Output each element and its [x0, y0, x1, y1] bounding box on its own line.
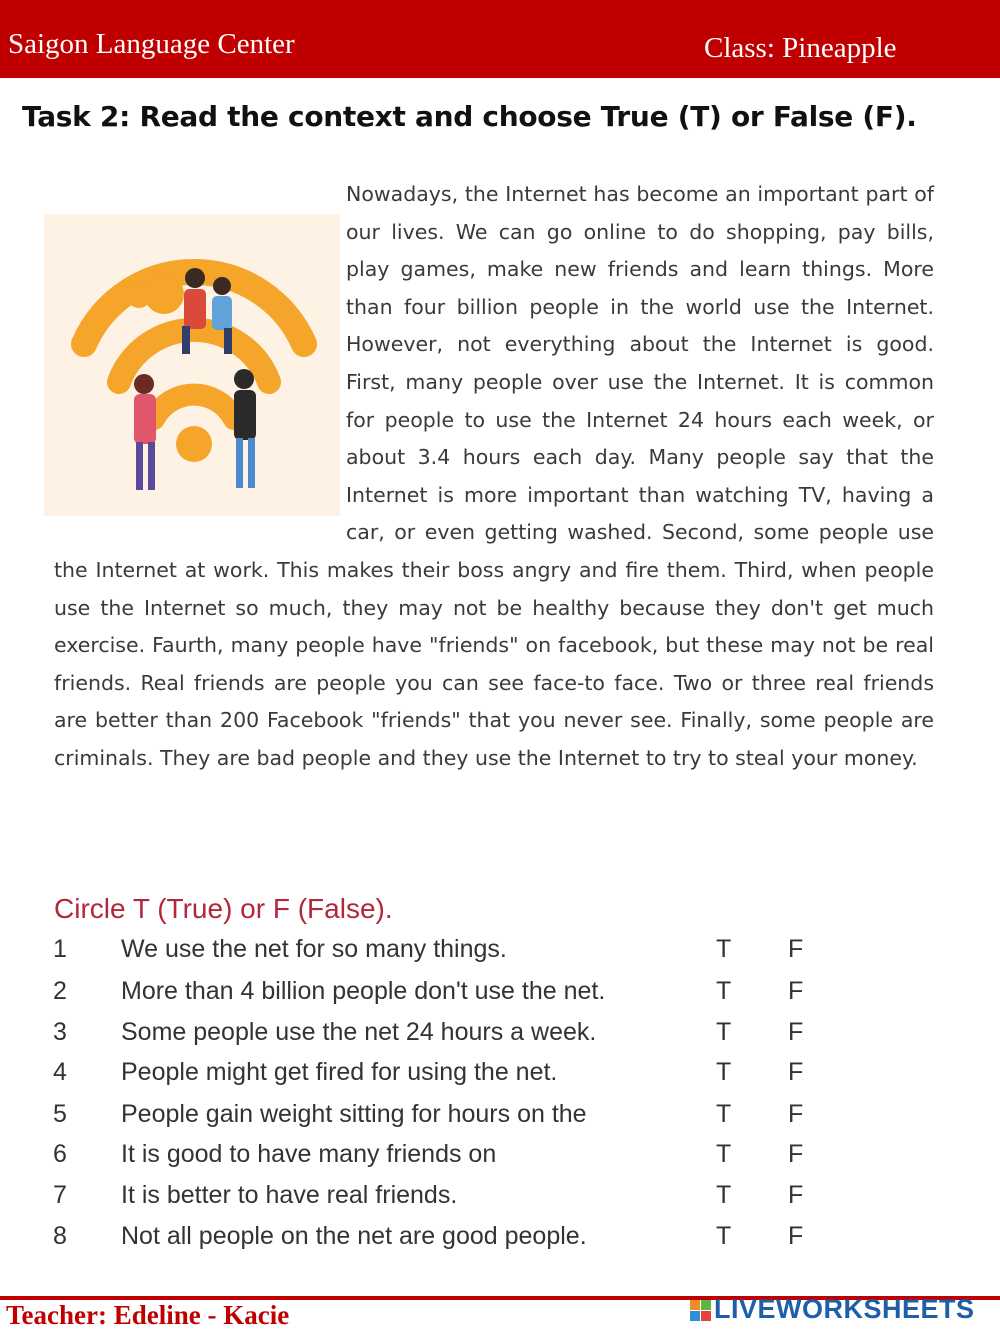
false-option[interactable]: F	[788, 1181, 804, 1209]
false-option[interactable]: F	[788, 1222, 804, 1250]
quiz-item	[0, 935, 1000, 975]
brand-name: LIVEWORKSHEETS	[714, 1294, 975, 1324]
true-option[interactable]: T	[716, 1140, 732, 1168]
false-option[interactable]: F	[788, 977, 804, 1005]
header-bar	[0, 0, 1000, 78]
false-option[interactable]: F	[788, 1100, 804, 1128]
quiz-item-text: It is good to have many friends on	[121, 1140, 497, 1168]
center-name: Saigon Language Center	[8, 28, 295, 60]
quiz-item-number: 7	[53, 1181, 67, 1209]
quiz-item-text: Some people use the net 24 hours a week.	[121, 1018, 597, 1046]
quiz-item	[0, 1058, 1000, 1098]
quiz-item	[0, 1222, 1000, 1262]
true-option[interactable]: T	[716, 935, 732, 963]
quiz-item	[0, 1181, 1000, 1221]
reading-passage	[54, 176, 934, 778]
quiz-item-number: 5	[53, 1100, 67, 1128]
quiz-item-number: 4	[53, 1058, 67, 1086]
wifi-people-illustration-icon	[44, 214, 340, 516]
quiz-item-text: Not all people on the net are good people.	[121, 1222, 587, 1250]
teacher-name: Teacher: Edeline - Kacie	[6, 1300, 290, 1330]
quiz-item-text: People might get fired for using the net.	[121, 1058, 558, 1086]
quiz-title: Circle T (True) or F (False).	[54, 893, 393, 924]
false-option[interactable]: F	[788, 1140, 804, 1168]
true-option[interactable]: T	[716, 1058, 732, 1086]
true-option[interactable]: T	[716, 1222, 732, 1250]
quiz-item-number: 3	[53, 1018, 67, 1046]
quiz-item-number: 8	[53, 1222, 67, 1250]
true-option[interactable]: T	[716, 1018, 732, 1046]
true-option[interactable]: T	[716, 977, 732, 1005]
false-option[interactable]: F	[788, 1058, 804, 1086]
liveworksheets-logo-icon	[690, 1300, 712, 1322]
quiz-item-text: More than 4 billion people don't use the net.	[121, 977, 606, 1005]
quiz-item	[0, 977, 1000, 1017]
class-label: Class: Pineapple	[704, 32, 897, 64]
true-option[interactable]: T	[716, 1181, 732, 1209]
task-title: Task 2: Read the context and choose True (T) or False (F).	[22, 100, 917, 133]
quiz-item-text: People gain weight sitting for hours on the	[121, 1100, 587, 1128]
quiz-item	[0, 1018, 1000, 1058]
quiz-item-number: 6	[53, 1140, 67, 1168]
passage-text: Nowadays, the Internet has become an important part of our lives. We can go online to do shopping, pay bills, play games, make new friends and learn things. More than four billion people in the world use the Internet. However, not everything about the Internet is good. First, many people over use the Internet. It is common for people to use the Internet 24 hours each week, or about 3.4 hours each day. Many people say that the Internet is more important than watching TV, having a car, or even getting washed. Second, some people use the Internet at work. This makes their boss angry and fire them. Third, when people use the Internet so much, they may not be healthy because they don't get much exercise. Faurth, many people have "friends" on facebook, but these may not be real friends. Real friends are people you can see face-to face. Two or three real friends are better than 200 Facebook "friends" that you never see. Finally, some people are criminals. They are bad people and they use the Internet to try to steal your money.	[54, 182, 934, 770]
quiz-item-number: 2	[53, 977, 67, 1005]
quiz-item-text: It is better to have real friends.	[121, 1181, 458, 1209]
false-option[interactable]: F	[788, 935, 804, 963]
quiz-item	[0, 1100, 1000, 1140]
false-option[interactable]: F	[788, 1018, 804, 1046]
quiz-item-text: We use the net for so many things.	[121, 935, 507, 963]
true-option[interactable]: T	[716, 1100, 732, 1128]
quiz-item-number: 1	[53, 935, 67, 963]
quiz-item	[0, 1140, 1000, 1180]
